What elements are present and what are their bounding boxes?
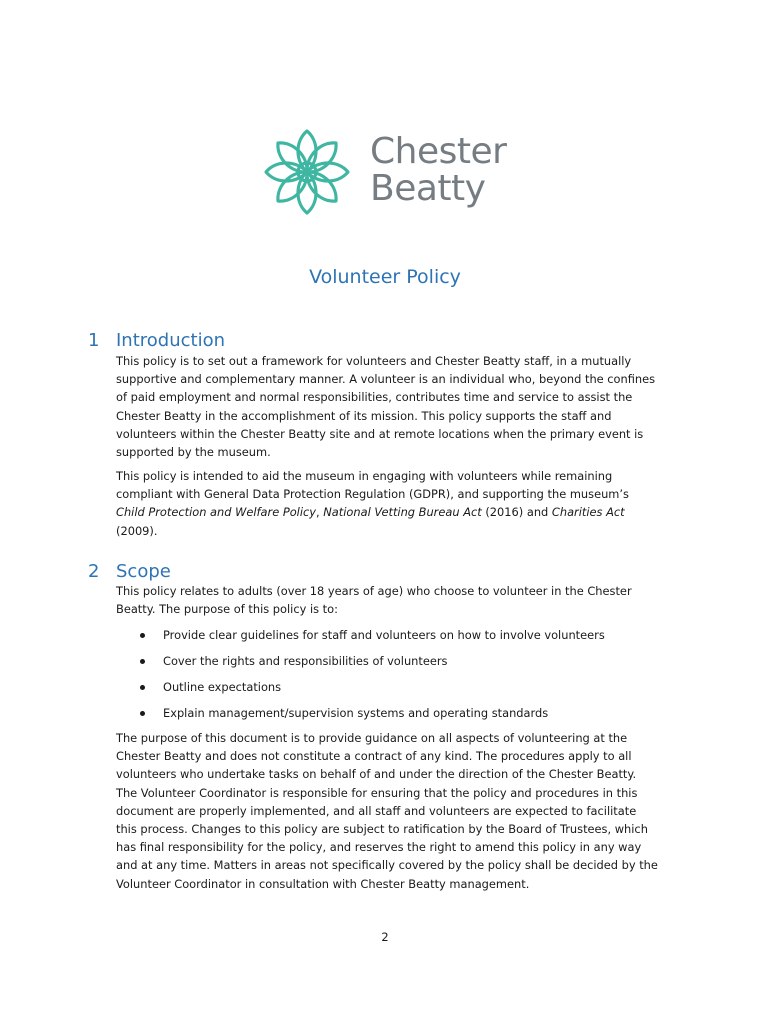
- section-heading-introduction: [88, 330, 225, 351]
- section-title: Scope: [116, 561, 171, 582]
- logo-line-2: Beatty: [370, 168, 486, 209]
- list-item-text: Explain management/supervision systems and operating standards: [163, 706, 549, 720]
- list-item: [140, 652, 605, 678]
- logo-line-1: Chester: [370, 131, 507, 172]
- document-title: Volunteer Policy: [309, 266, 461, 288]
- intro-paragraph-2: [116, 467, 658, 540]
- italic-policy-name: Child Protection and Welfare Policy: [116, 505, 317, 520]
- list-item-text: Cover the rights and responsibilities of volunteers: [163, 654, 448, 668]
- section-title: Introduction: [116, 330, 226, 351]
- italic-act-name: National Vetting Bureau Act: [323, 505, 482, 520]
- chester-beatty-logo: [262, 127, 512, 217]
- section-heading-scope: [88, 561, 171, 582]
- intro-paragraph-1: This policy is to set out a framework for volunteers and Chester Beatty staff, in a mutually supportive and complementary manner. A volunteer is an individual who, beyond the confines of paid employment and normal responsibilities, contributes time and service to assist the Chester Beatty in the accomplishment of its mission. This policy supports the staff and volunteers within the Chester Beatty site and at remote locations when the primary event is supported by the museum.: [116, 354, 656, 460]
- purpose-bullet-list: [140, 626, 605, 730]
- list-item-text: Outline expectations: [163, 680, 282, 694]
- text-run: ,: [316, 505, 324, 520]
- bullet-icon: [140, 633, 145, 638]
- italic-act-name: Charities Act: [551, 505, 625, 520]
- list-item: [140, 704, 605, 730]
- text-run: (2009).: [116, 523, 158, 538]
- list-item: [140, 678, 605, 704]
- bullet-icon: [140, 711, 145, 716]
- list-item: [140, 626, 605, 652]
- scope-intro-paragraph: This policy relates to adults (over 18 years of age) who choose to volunteer in the Chester Beatty. The purpose of this policy is to:: [116, 584, 632, 617]
- flower-logo-icon: [262, 127, 352, 217]
- bullet-icon: [140, 659, 145, 664]
- section-number: 2: [88, 561, 100, 582]
- page-number: 2: [381, 930, 389, 944]
- text-run: This policy is intended to aid the museum in engaging with volunteers while remaining compliant with General Data Protection Regulation (GDPR), and supporting the museum’s: [116, 469, 629, 502]
- bullet-icon: [140, 685, 145, 690]
- section-number: 1: [88, 330, 100, 351]
- logo-wordmark: [370, 133, 506, 207]
- scope-closing-paragraph: The purpose of this document is to provide guidance on all aspects of volunteering at the Chester Beatty and does not constitute a contract of any kind. The procedures apply to all volunteers who undertake tasks on behalf of and under the direction of the Chester Beatty. The Volunteer Coordinator is responsible for ensuring that the policy and procedures in this document are properly implemented, and all staff and volunteers are expected to facilitate this process. Changes to this policy are subject to ratification by the Board of Trustees, which has final responsibility for the policy, and reserves the right to amend this policy in any way and at any time. Matters in areas not specifically covered by the policy shall be decided by the Volunteer Coordinator in consultation with Chester Beatty management.: [116, 731, 658, 891]
- list-item-text: Provide clear guidelines for staff and volunteers on how to involve volunteers: [163, 628, 605, 642]
- text-run: (2016) and: [481, 505, 552, 520]
